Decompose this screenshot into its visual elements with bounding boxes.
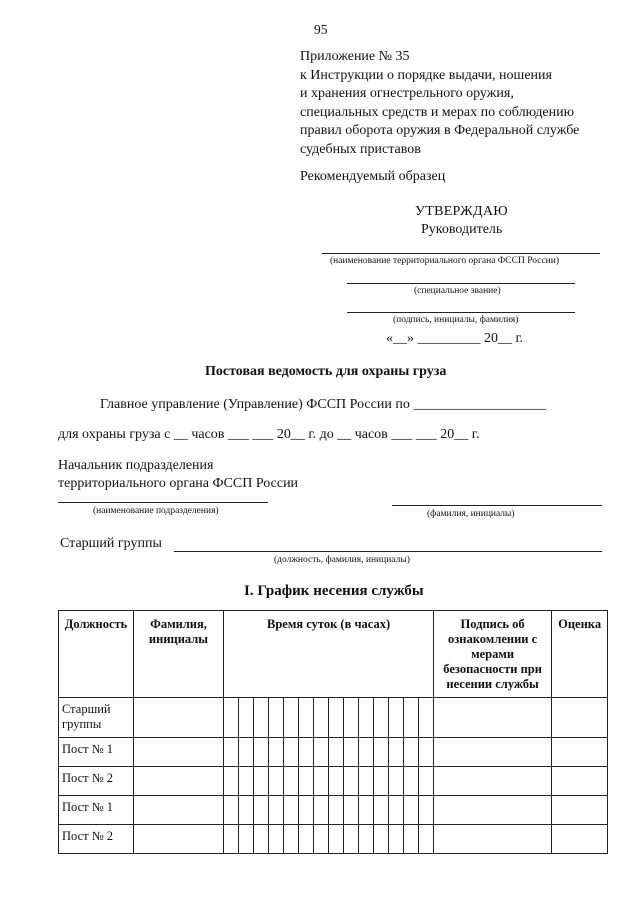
hour-cell[interactable] bbox=[239, 796, 254, 825]
header-time: Время суток (в часах) bbox=[224, 611, 434, 698]
header-name: Фамилия, инициалы bbox=[134, 611, 224, 698]
hour-cell[interactable] bbox=[284, 796, 299, 825]
period-line: для охраны груза с __ часов ___ ___ 20__ г. до __ часов ___ ___ 20__ г. bbox=[58, 427, 480, 442]
signature-caption: (подпись, инициалы, фамилия) bbox=[393, 315, 519, 325]
hour-cell[interactable] bbox=[329, 825, 344, 854]
hour-cell[interactable] bbox=[224, 767, 239, 796]
appendix-line: специальных средств и мерах по соблюдению bbox=[300, 104, 575, 120]
appendix-line: судебных приставов bbox=[300, 141, 421, 157]
hour-cell[interactable] bbox=[359, 767, 374, 796]
hour-cell[interactable] bbox=[314, 738, 329, 767]
hour-cell[interactable] bbox=[299, 698, 314, 738]
hour-cell[interactable] bbox=[344, 698, 359, 738]
form-title: Постовая ведомость для охраны груза bbox=[205, 364, 447, 379]
chief-block bbox=[58, 457, 298, 493]
schedule-title: I. График несения службы bbox=[244, 583, 424, 599]
hour-cell[interactable] bbox=[254, 825, 269, 854]
hour-cell[interactable] bbox=[239, 698, 254, 738]
rank-line bbox=[347, 283, 575, 284]
hour-cell[interactable] bbox=[269, 796, 284, 825]
hour-cell[interactable] bbox=[344, 767, 359, 796]
hour-cell[interactable] bbox=[374, 825, 389, 854]
page-number: 95 bbox=[314, 22, 328, 37]
signature-cell[interactable] bbox=[434, 738, 552, 767]
appendix-line: правил оборота оружия в Федеральной службе bbox=[300, 123, 580, 138]
hour-cell[interactable] bbox=[419, 738, 434, 767]
table-row bbox=[59, 767, 608, 796]
appendix-line: и хранения огнестрельного оружия, bbox=[300, 86, 514, 101]
schedule-table bbox=[58, 610, 608, 854]
unit-caption: (наименование подразделения) bbox=[93, 506, 219, 516]
hour-cell[interactable] bbox=[314, 825, 329, 854]
grade-cell[interactable] bbox=[552, 738, 608, 767]
hour-cell[interactable] bbox=[299, 767, 314, 796]
name-cell[interactable] bbox=[134, 796, 224, 825]
table-row bbox=[59, 738, 608, 767]
header-row bbox=[59, 611, 608, 698]
chief-title-1: Начальник подразделения bbox=[58, 458, 214, 473]
hour-cell[interactable] bbox=[389, 825, 404, 854]
name-cell[interactable] bbox=[134, 738, 224, 767]
hour-cell[interactable] bbox=[224, 825, 239, 854]
hour-cell[interactable] bbox=[404, 767, 419, 796]
hour-cell[interactable] bbox=[284, 698, 299, 738]
row-position: Пост № 1 bbox=[59, 738, 134, 767]
header-signature: Подпись об ознакомлении с мерами безопасности при несении службы bbox=[434, 611, 552, 698]
hour-cell[interactable] bbox=[269, 825, 284, 854]
hour-cell[interactable] bbox=[329, 698, 344, 738]
rank-caption: (специальное звание) bbox=[414, 286, 501, 296]
header-grade: Оценка bbox=[552, 611, 608, 698]
hour-cell[interactable] bbox=[419, 767, 434, 796]
hour-cell[interactable] bbox=[239, 738, 254, 767]
hour-cell[interactable] bbox=[254, 698, 269, 738]
name-cell[interactable] bbox=[134, 698, 224, 738]
hour-cell[interactable] bbox=[359, 738, 374, 767]
row-position: Пост № 2 bbox=[59, 767, 134, 796]
hour-cell[interactable] bbox=[389, 698, 404, 738]
hour-cell[interactable] bbox=[344, 796, 359, 825]
table-row bbox=[59, 796, 608, 825]
grade-cell[interactable] bbox=[552, 796, 608, 825]
hour-cell[interactable] bbox=[404, 825, 419, 854]
hour-cell[interactable] bbox=[329, 796, 344, 825]
org-name-line bbox=[322, 253, 600, 254]
hour-cell[interactable] bbox=[374, 796, 389, 825]
grade-cell[interactable] bbox=[552, 698, 608, 738]
appendix-line: к Инструкции о порядке выдачи, ношения bbox=[300, 67, 552, 83]
hour-cell[interactable] bbox=[299, 825, 314, 854]
directorate-line: Главное управление (Управление) ФССП России по ___________________ bbox=[100, 397, 547, 412]
signature-cell[interactable] bbox=[434, 825, 552, 854]
org-name-caption: (наименование территориального органа ФССП России) bbox=[330, 256, 560, 266]
signature-cell[interactable] bbox=[434, 698, 552, 738]
hour-cell[interactable] bbox=[254, 738, 269, 767]
hour-cell[interactable] bbox=[329, 767, 344, 796]
hour-cell[interactable] bbox=[224, 698, 239, 738]
row-position: Пост № 1 bbox=[59, 796, 134, 825]
hour-cell[interactable] bbox=[389, 738, 404, 767]
hour-cell[interactable] bbox=[404, 738, 419, 767]
hour-cell[interactable] bbox=[419, 698, 434, 738]
hour-cell[interactable] bbox=[224, 796, 239, 825]
signature-cell[interactable] bbox=[434, 767, 552, 796]
name-cell[interactable] bbox=[134, 767, 224, 796]
senior-line bbox=[174, 551, 602, 552]
appendix-title: Приложение № 35 bbox=[300, 49, 410, 64]
hour-cell[interactable] bbox=[239, 825, 254, 854]
signature-line bbox=[347, 312, 575, 313]
hour-cell[interactable] bbox=[359, 796, 374, 825]
table-row bbox=[59, 825, 608, 854]
unit-line bbox=[58, 502, 268, 503]
hour-cell[interactable] bbox=[344, 825, 359, 854]
approve-heading: УТВЕРЖДАЮ bbox=[415, 204, 508, 219]
hour-cell[interactable] bbox=[269, 738, 284, 767]
hour-cell[interactable] bbox=[284, 767, 299, 796]
hour-cell[interactable] bbox=[314, 767, 329, 796]
hour-cell[interactable] bbox=[284, 825, 299, 854]
hour-cell[interactable] bbox=[284, 738, 299, 767]
grade-cell[interactable] bbox=[552, 825, 608, 854]
chief-title-2: территориального органа ФССП России bbox=[58, 476, 299, 491]
appendix-block bbox=[300, 48, 579, 159]
hour-cell[interactable] bbox=[374, 738, 389, 767]
hour-cell[interactable] bbox=[329, 738, 344, 767]
recommended-sample: Рекомендуемый образец bbox=[300, 169, 446, 184]
hour-cell[interactable] bbox=[359, 698, 374, 738]
hour-cell[interactable] bbox=[269, 767, 284, 796]
hour-cell[interactable] bbox=[239, 767, 254, 796]
hour-cell[interactable] bbox=[299, 738, 314, 767]
hour-cell[interactable] bbox=[314, 698, 329, 738]
hour-cell[interactable] bbox=[389, 767, 404, 796]
chief-name-caption: (фамилия, инициалы) bbox=[427, 509, 515, 519]
hour-cell[interactable] bbox=[389, 796, 404, 825]
hour-cell[interactable] bbox=[404, 698, 419, 738]
hour-cell[interactable] bbox=[374, 767, 389, 796]
table-row bbox=[59, 698, 608, 738]
signature-cell[interactable] bbox=[434, 796, 552, 825]
hour-cell[interactable] bbox=[299, 796, 314, 825]
approve-head: Руководитель bbox=[421, 222, 503, 237]
hour-cell[interactable] bbox=[269, 698, 284, 738]
hour-cell[interactable] bbox=[419, 796, 434, 825]
senior-caption: (должность, фамилия, инициалы) bbox=[274, 555, 410, 565]
chief-name-line bbox=[392, 505, 602, 506]
hour-cell[interactable] bbox=[404, 796, 419, 825]
row-position: Старший группы bbox=[59, 698, 134, 738]
hour-cell[interactable] bbox=[254, 796, 269, 825]
name-cell[interactable] bbox=[134, 825, 224, 854]
hour-cell[interactable] bbox=[314, 796, 329, 825]
approval-date: «__» _________ 20__ г. bbox=[386, 331, 524, 346]
hour-cell[interactable] bbox=[254, 767, 269, 796]
grade-cell[interactable] bbox=[552, 767, 608, 796]
hour-cell[interactable] bbox=[419, 825, 434, 854]
header-position: Должность bbox=[59, 611, 134, 698]
senior-label: Старший группы bbox=[60, 536, 162, 551]
hour-cell[interactable] bbox=[344, 738, 359, 767]
row-position: Пост № 2 bbox=[59, 825, 134, 854]
hour-cell[interactable] bbox=[224, 738, 239, 767]
hour-cell[interactable] bbox=[374, 698, 389, 738]
hour-cell[interactable] bbox=[359, 825, 374, 854]
